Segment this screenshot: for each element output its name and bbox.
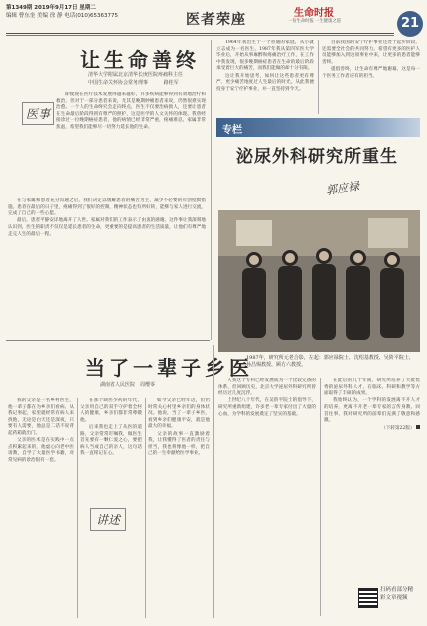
author-signature: 郭应禄: [325, 179, 360, 198]
logo-title: 生命时报: [294, 8, 334, 19]
paragraph: 最后，患者平静安详地离开了人世。家属对我们的工作表示了由衷的感谢。这件事让我深刻地认识到，医生的职责不仅仅是延长患者的生命，更重要的是提高患者的生活质量，让他们有尊严地走完人生的最后一程。: [8, 218, 206, 237]
photo-caption: 1987年，研究所元老合影，左起：郭应禄院士、沈绍基教授、吴阶平院士、孙昌惕教授、顾方六教授。: [246, 355, 414, 368]
paragraph: 后来我也走上了从医的道路，父亲常常叮嘱我，做医生首先要有一颗仁爱之心，要把病人当成自己的亲人，这句话我一直铭记在心。: [80, 424, 142, 457]
paragraph: 在与家属和患者充分沟通之后，我们决定以缓解患者的痛苦为主，减少不必要的有创抢救措施。患者在最后的日子里，疼痛得到了很好的控制，精神状态也有所好转，能够与家人进行交流，完成了自己的一些心愿。: [8, 198, 206, 217]
column-divider: [320, 378, 321, 616]
header-divider-thin: [6, 35, 394, 36]
paragraph: 我始终认为，一个学科的发展离不开人才的培养，更离不开老一辈专家的言传身教。回首往事，我对研究所的前辈们充满了敬意和感激。: [324, 398, 420, 424]
article2-column-1: [218, 378, 316, 616]
paragraph: 父亲的医术是在实践中一点点积累起来的，他虚心向老中医请教，自学了大量医学书籍，对常见病的诊治很有一套。: [8, 438, 74, 463]
qr-caption-line2: 彩文章视频: [380, 595, 408, 601]
paragraph: 我的父亲是一名乡村医生，他一辈子都在为乡亲们看病。从我记事起，家里就经常有病人来找他，无论是白天还是深夜，只要有人需要，他总是二话不说背起药箱就出门。: [8, 398, 74, 436]
article3-title: 当了一辈子乡医: [85, 356, 253, 380]
article1-column-3: [216, 40, 314, 114]
article3-calligraphy: 讲述: [90, 508, 126, 531]
column-divider: [318, 40, 319, 114]
paragraph: 父亲的故事一直激励着我，让我懂得了医者的责任与担当，我也将像他一样，把自己的一生奉献给医学事业。: [148, 431, 210, 457]
staff-line: 编辑 曹东奎 美编 徐 静 电话(010)65363775: [6, 13, 119, 19]
header-divider: [6, 33, 394, 34]
paragraph: 1964年我出生于一个普通的家庭，从小就立志成为一名医生。1987年我从第四军医大学毕业后，开始从事麻醉和疼痛治疗工作，在工作中我发现，很多晚期癌症患者在生命的最后阶段承受着巨大的痛苦，而我们能做的却十分有限。: [216, 40, 314, 72]
end-mark: [416, 425, 420, 429]
paragraph: 如今父亲已经年迈，但仍时常关心村里乡亲们的身体状况。他说，当了一辈子乡医，看到乡亲们健康平安，就是他最大的幸福。: [148, 398, 210, 430]
article2-column-2: [324, 378, 420, 578]
article3-byline: 湖南省人民医院 周缨零: [100, 382, 156, 388]
article1-column-1: [56, 92, 206, 196]
column-divider: [211, 40, 212, 340]
byline-name: 路桂军: [163, 79, 179, 86]
paragraph: 提倡善终，让生命有尊严地谢幕，这是每一个医务工作者应有的担当。: [322, 66, 420, 79]
paragraph: 人我这个专科已经发展成为一个比较完备的体系，但回顾历史，北京大学泌尿外科研究所曾经历过几度沉浮。: [218, 378, 316, 397]
qr-caption-line1: 扫码看部分精: [380, 587, 414, 593]
article3-column-3: [148, 398, 210, 618]
article1-column-4: [322, 40, 420, 114]
issue-line: 第1349期 2019年9月17日 星期二: [6, 5, 96, 11]
column-divider: [145, 398, 146, 618]
paragraph: 在那个缺医少药的年代，父亲用自己的双手守护着全村人的健康，乡亲们都非常尊敬他。: [80, 398, 142, 423]
column-divider: [213, 345, 214, 618]
article2-title: 泌尿外科研究所重生: [236, 147, 398, 167]
byline-org2: 中国生命关怀协会常务理事: [88, 79, 149, 86]
article1-column-2: [8, 198, 206, 334]
paragraph: 上世纪八十年代，在吴阶平院士的倡导下，研究所重新组建，许多老一辈专家付出了大量的心血，为学科的发展奠定了坚实的基础。: [218, 398, 316, 417]
newspaper-logo: [288, 4, 398, 28]
column-divider: [77, 398, 78, 618]
paragraph: 在此后的几十年间，研究所培养了大批优秀的泌尿外科人才，在临床、科研和教学等方面取得了丰硕的成果。: [324, 378, 420, 397]
column-label: 专栏: [222, 125, 242, 136]
byline-org: 清华大学附属北京清华长庚医院疼痛科主任: [88, 72, 184, 78]
paragraph: 即使现在医疗技术发展得越来越好，许多疾病能够得到有效地治疗和救治，但对于一部分患者来说，尤其是晚期肿瘤患者来说，仍然很难实现治愈。一个人的生命终究会走向终点，医生不仅要治病救人，还要让患者在生命最后阶段得到有尊严的照护，这是医学的人文关怀的体现。我曾经接诊过一位晚期癌症患者，他的病情已经非常严重，疼痛难忍，家属非常焦虑，希望我们能够尽一切努力延长他的生命。: [56, 92, 206, 130]
group-photo: [218, 210, 420, 352]
article3-column-1: [8, 398, 74, 618]
qr-caption: [380, 586, 413, 602]
column-banner: [216, 118, 420, 137]
article1-title: 让生命善终: [80, 48, 200, 72]
article-divider: [6, 340, 210, 341]
group-photo-illustration: [218, 210, 420, 352]
article1-byline: [88, 72, 218, 87]
qr-code[interactable]: [358, 588, 378, 608]
article3-column-2: [80, 398, 142, 504]
continued-note: （下转第22版）: [381, 426, 415, 432]
logo-subtitle: 一份生命时报 一生健康之道: [288, 19, 341, 24]
article1-calligraphy: 医事: [22, 102, 54, 125]
page-number-badge: 21: [397, 11, 423, 37]
paragraph: 这让我开始思考，如何让这些患者更有尊严、更少痛苦地度过人生最后的时光。从此我便投身于安宁疗护事业，并一直坚持到今天。: [216, 73, 314, 92]
masthead-info: [6, 4, 118, 20]
section-title: 医者荣座: [186, 12, 246, 28]
paragraph: 目前我国的安宁疗护事业还处于起步阶段，还需要全社会的共同努力。希望有更多的医护人员能够加入到这项事业中来，让更多的患者能够善终。: [322, 40, 420, 65]
